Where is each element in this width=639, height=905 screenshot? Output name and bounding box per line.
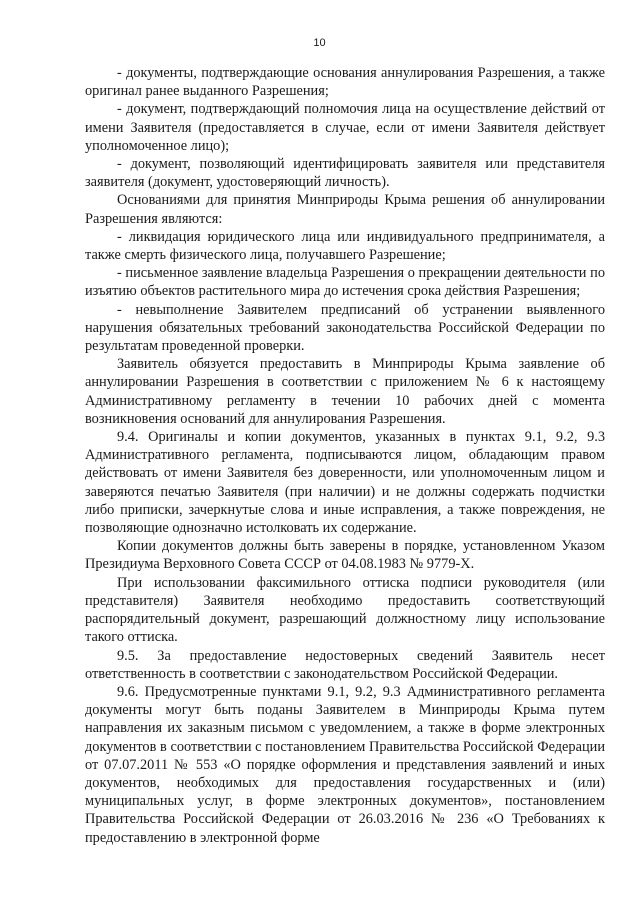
paragraph: 9.6. Предусмотренные пунктами 9.1, 9.2, 9.3 Административного регламента документы могут быть поданы Заявителем в Минприроды Крыма путем направления их заказным письмом с уведомлением, а также в форме электронных документов в соответствии с постановлением Правительства Российской Федерации от 07.07.2011 № 553 «О порядке оформления и представления заявлений и иных документов, необходимых для предоставления государственных и (или) муниципальных услуг, в форме электронных документов», постановлением Правительства Российской Федерации от 26.03.2016 № 236 «О Требованиях к предоставлению в электронной форме <box>85 683 605 846</box>
paragraph: Заявитель обязуется предоставить в Минприроды Крыма заявление об аннулировании Разрешения в соответствии с приложением № 6 к настоящему Административному регламенту в течении 10 рабочих дней с момента возникновения оснований для аннулирования Разрешения. <box>85 356 605 427</box>
paragraph: При использовании факсимильного оттиска подписи руководителя (или представителя) Заявителя необходимо предоставить соответствующий распорядительный документ, разрешающий должностному лицу использование такого оттиска. <box>85 574 605 646</box>
paragraph: - документ, подтверждающий полномочия лица на осуществление действий от имени Заявителя (предоставляется в случае, если от имени Заявителя действует уполномоченное лицо); <box>85 101 605 154</box>
paragraph: - ликвидация юридического лица или индивидуального предпринимателя, а также смерть физического лица, получавшего Разрешение; <box>85 228 605 264</box>
paragraph: 9.4. Оригиналы и копии документов, указанных в пунктах 9.1, 9.2, 9.3 Административного регламента, подписываются лицом, обладающим правом действовать от имени Заявителя без доверенности, или уполномоченным лицом и заверяются печатью Заявителя (при наличии) и не должны содержать подчистки либо приписки, зачеркнутые слова и иные исправления, а также повреждения, не позволяющие однозначно истолковать их содержание. <box>85 429 605 537</box>
document-body <box>85 64 605 847</box>
page-number: 10 <box>313 37 326 49</box>
paragraph: Основаниями для принятия Минприроды Крыма решения об аннулировании Разрешения являются: <box>85 192 605 227</box>
paragraph: - невыполнение Заявителем предписаний об устранении выявленного нарушения обязательных требований законодательства Российской Федерации по результатам проведенной проверки. <box>85 301 605 355</box>
paragraph: - документ, позволяющий идентифицировать заявителя или представителя заявителя (документ, удостоверяющий личность). <box>85 156 605 191</box>
paragraph: 9.5. За предоставление недостоверных сведений Заявитель несет ответственность в соответствии с законодательством Российской Федерации. <box>85 647 605 682</box>
paragraph: Копии документов должны быть заверены в порядке, установленном Указом Президиума Верховного Совета СССР от 04.08.1983 № 9779-Х. <box>85 538 605 573</box>
paragraph: - документы, подтверждающие основания аннулирования Разрешения, а также оригинал ранее выданного Разрешения; <box>85 65 605 100</box>
paragraph: - письменное заявление владельца Разрешения о прекращении деятельности по изъятию объектов растительного мира до истечения срока действия Разрешения; <box>85 265 605 300</box>
